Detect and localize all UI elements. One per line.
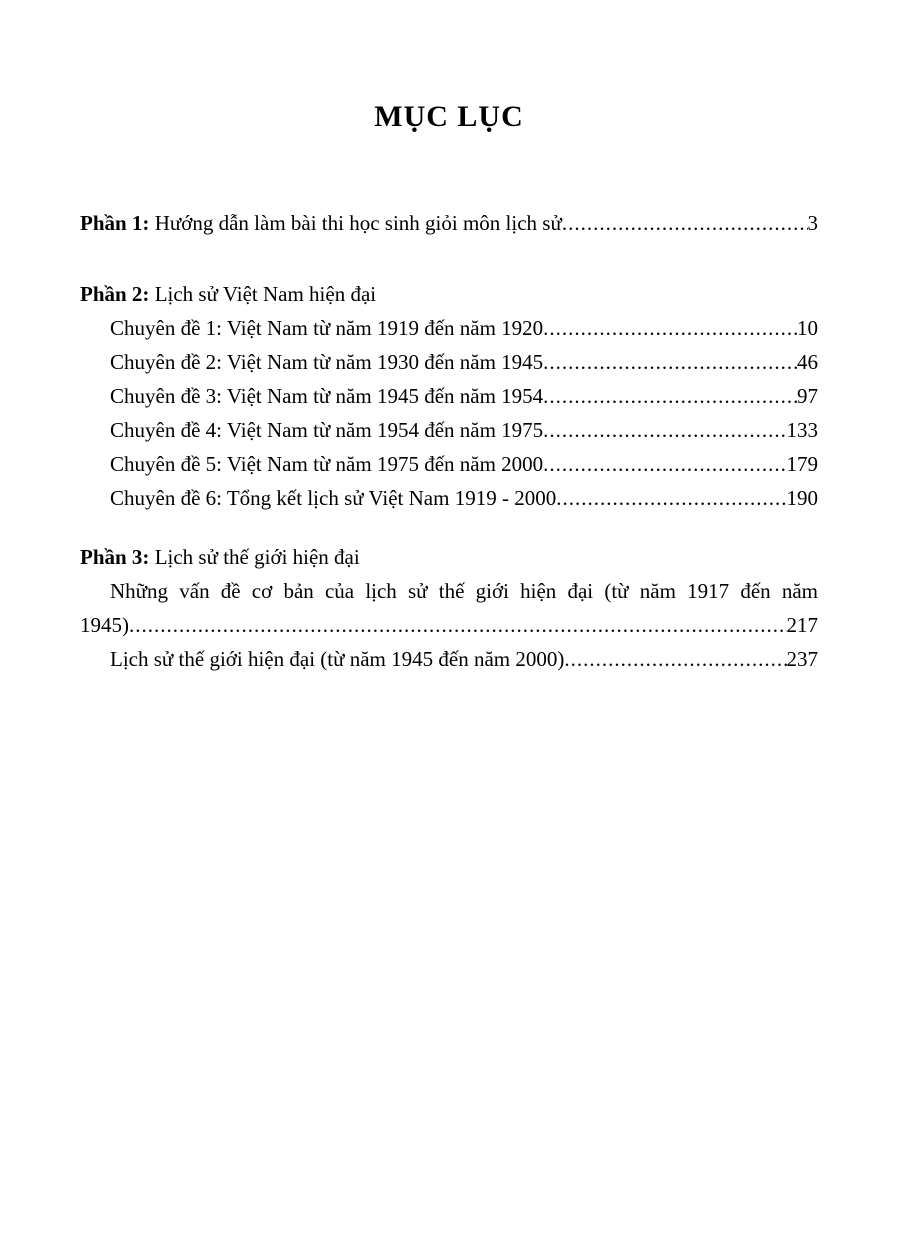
table-of-contents xyxy=(80,206,818,676)
entry-text: Chuyên đề 2: Việt Nam từ năm 1930 đến năm 1945 xyxy=(110,350,544,374)
dot-leader xyxy=(129,608,787,642)
dot-leader xyxy=(543,379,797,413)
part3-label: Phần 3: xyxy=(80,545,150,569)
toc-entry-chuyen-de-5 xyxy=(80,447,818,481)
part1-label: Phần 1: xyxy=(80,211,150,235)
toc-entry-part1 xyxy=(80,206,818,240)
dot-leader xyxy=(543,311,797,345)
entry-text: Chuyên đề 1: Việt Nam từ năm 1919 đến năm 1920 xyxy=(110,316,544,340)
entry-text: Chuyên đề 5: Việt Nam từ năm 1975 đến năm 2000 xyxy=(110,452,544,476)
entry-text xyxy=(80,206,562,240)
toc-entry-chuyen-de-4 xyxy=(80,413,818,447)
page-number: 46 xyxy=(797,350,818,374)
toc-entry-chuyen-de-2 xyxy=(80,345,818,379)
page-number: 190 xyxy=(786,486,818,510)
page-number: 133 xyxy=(786,418,818,442)
part2-label: Phần 2: xyxy=(80,282,150,306)
entry-text xyxy=(80,277,376,311)
page-title: MỤC LỤC xyxy=(374,100,524,133)
toc-entry-chuyen-de-1 xyxy=(80,311,818,345)
page-number: 179 xyxy=(786,452,818,476)
toc-heading-part3 xyxy=(80,540,818,574)
toc-entry-world-history-1945 xyxy=(80,642,818,676)
dot-leader xyxy=(543,447,786,481)
part1-title-text: Hướng dẫn làm bài thi học sinh giỏi môn lịch sử xyxy=(149,211,562,235)
toc-entry-chuyen-de-3 xyxy=(80,379,818,413)
entry-text xyxy=(80,540,360,574)
toc-entry-chuyen-de-6 xyxy=(80,481,818,515)
part2-title-text: Lịch sử Việt Nam hiện đại xyxy=(149,282,377,306)
page-number: 3 xyxy=(807,211,818,235)
dot-leader xyxy=(562,206,808,240)
dot-leader xyxy=(543,413,786,447)
entry-text: 1945) xyxy=(80,613,129,637)
toc-heading-part2 xyxy=(80,277,818,311)
dot-leader xyxy=(543,345,797,379)
entry-text: Chuyên đề 3: Việt Nam từ năm 1945 đến năm 1954 xyxy=(110,384,544,408)
page-number: 10 xyxy=(797,316,818,340)
part3-title-text: Lịch sử thế giới hiện đại xyxy=(149,545,360,569)
toc-entry-world-history-1917-line1: Những vấn đề cơ bản của lịch sử thế giới hiện đại (từ năm 1917 đến năm xyxy=(110,579,818,603)
entry-text: Chuyên đề 4: Việt Nam từ năm 1954 đến năm 1975 xyxy=(110,418,544,442)
page-number: 217 xyxy=(786,613,818,637)
toc-entry-world-history-1917-line2 xyxy=(80,608,818,642)
page-number: 237 xyxy=(786,647,818,671)
page-number: 97 xyxy=(797,384,818,408)
dot-leader xyxy=(564,642,786,676)
entry-text: Lịch sử thế giới hiện đại (từ năm 1945 đến năm 2000) xyxy=(110,647,565,671)
entry-text: Chuyên đề 6: Tổng kết lịch sử Việt Nam 1919 - 2000 xyxy=(110,486,557,510)
dot-leader xyxy=(556,481,786,515)
